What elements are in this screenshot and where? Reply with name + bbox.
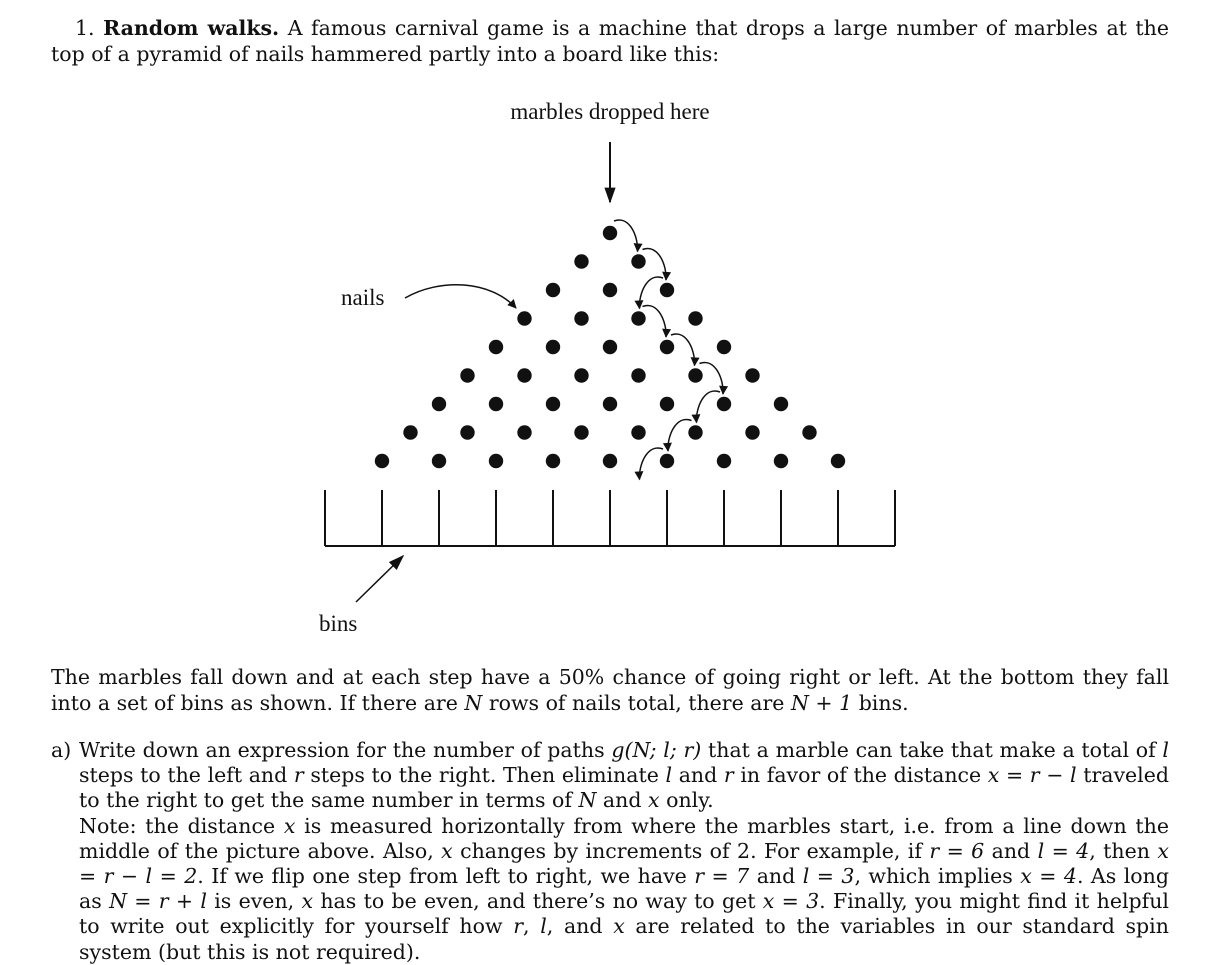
note-text: , xyxy=(523,914,530,939)
paragraph-probability xyxy=(51,665,1169,716)
problem-title: Random walks. xyxy=(103,16,280,40)
note-math: N = r + l xyxy=(109,889,207,914)
p2-var-N: N xyxy=(464,690,483,715)
p2-text-2: rows of nails total, there are xyxy=(488,690,785,715)
marble-step-arrow xyxy=(700,363,724,394)
note-text: and xyxy=(991,838,1031,863)
p2-expr-N-plus-1: N + 1 xyxy=(790,690,853,715)
nail xyxy=(631,311,645,325)
note-math: l = 3 xyxy=(802,864,855,889)
qa-text: in favor of the distance xyxy=(740,763,982,788)
bins-pointer-arrow xyxy=(356,556,403,602)
nail xyxy=(717,340,731,354)
nail xyxy=(688,311,702,325)
qa-text: and xyxy=(602,788,642,813)
qa-text: and xyxy=(678,763,718,788)
nail xyxy=(546,454,560,468)
label-bins: bins xyxy=(319,611,358,636)
nail xyxy=(574,254,588,268)
nail xyxy=(631,425,645,439)
part-a-question xyxy=(79,738,1169,814)
note-math: x = r − l = 2 xyxy=(79,838,1169,889)
qa-text: traveled to the right to get the same number in terms of xyxy=(79,763,1169,813)
part-a xyxy=(51,738,1169,965)
nail xyxy=(460,368,474,382)
note-text: . As long as xyxy=(79,864,1169,914)
nail xyxy=(603,454,617,468)
nail xyxy=(688,425,702,439)
bins-frame xyxy=(325,490,895,546)
nail xyxy=(603,283,617,297)
label-marbles-dropped: marbles dropped here xyxy=(510,99,710,124)
nail xyxy=(774,454,788,468)
note-text: Note: the distance xyxy=(79,813,276,838)
nail xyxy=(660,340,674,354)
marble-step-arrow xyxy=(643,306,667,337)
qa-math: g(N; l; r) xyxy=(611,738,702,762)
nail xyxy=(802,425,816,439)
nail xyxy=(660,283,674,297)
marble-step-arrow xyxy=(643,249,667,280)
nail xyxy=(717,397,731,411)
marble-step-arrow xyxy=(614,220,638,251)
qa-math: x xyxy=(648,788,660,813)
nail xyxy=(631,368,645,382)
qa-math: r xyxy=(293,763,304,788)
nail xyxy=(375,454,389,468)
nail xyxy=(745,368,759,382)
nail xyxy=(489,340,503,354)
nail xyxy=(660,397,674,411)
note-text: has to be even, and there’s no way to get xyxy=(320,889,756,914)
note-math: x = 3 xyxy=(762,889,820,914)
qa-math: N xyxy=(578,788,597,813)
nail xyxy=(403,425,417,439)
intro-text: A famous carnival game is a machine that drops a large number of marbles at the top of a pyramid of nails hammered partly into a board like this: xyxy=(51,16,1169,66)
note-text: , which implies xyxy=(854,864,1013,889)
nail xyxy=(603,226,617,240)
nail xyxy=(517,425,531,439)
nail xyxy=(603,340,617,354)
p2-text-1: The marbles fall down and at each step have a 50% chance of going right or left. At the bottom they fall into a set of bins as shown. If there are xyxy=(51,665,1169,715)
qa-math: l xyxy=(1162,738,1169,762)
qa-text: only. xyxy=(666,788,714,813)
note-math: x xyxy=(283,813,296,838)
note-math: x xyxy=(613,914,625,939)
qa-text: steps to the left and xyxy=(79,763,288,788)
qa-text: that a marble can take that make a total of xyxy=(708,738,1156,762)
qa-math: l xyxy=(665,763,673,788)
note-text: , and xyxy=(546,914,603,939)
note-math: x = 4 xyxy=(1020,864,1077,889)
nail xyxy=(517,368,531,382)
note-text: and xyxy=(756,864,796,889)
note-text: is measured horizontally from where the marbles start, i.e. from a line down the middle of the picture above. Also, xyxy=(79,813,1169,863)
nail xyxy=(631,254,645,268)
nail xyxy=(688,368,702,382)
note-text: . If we flip one step from left to right, we have xyxy=(197,864,687,889)
part-a-label: a) xyxy=(51,738,72,762)
nail xyxy=(460,425,474,439)
note-math: r = 6 xyxy=(929,838,985,863)
part-a-note xyxy=(79,814,1169,965)
label-nails: nails xyxy=(341,285,385,310)
qa-math: x = r − l xyxy=(987,763,1077,788)
note-math: l xyxy=(540,914,547,939)
note-text: , then xyxy=(1089,838,1150,863)
note-text: changes by increments of 2. For example, if xyxy=(460,838,922,863)
qa-math: r xyxy=(723,763,734,788)
nail xyxy=(660,454,674,468)
nail xyxy=(774,397,788,411)
nail xyxy=(546,340,560,354)
note-math: l = 4 xyxy=(1037,838,1090,863)
note-math: x xyxy=(301,889,314,914)
nail xyxy=(717,454,731,468)
part-a-body xyxy=(79,738,1169,965)
nail xyxy=(574,311,588,325)
note-math: x xyxy=(441,838,453,863)
note-math: r xyxy=(513,914,524,939)
nail xyxy=(432,397,446,411)
qa-text: Write down an expression for the number of paths xyxy=(79,738,605,762)
nails-pointer-arrow xyxy=(405,285,516,308)
nail xyxy=(831,454,845,468)
nail xyxy=(574,425,588,439)
marble-step-arrow xyxy=(639,448,663,479)
note-text: is even, xyxy=(214,889,295,914)
marble-step-arrow xyxy=(671,334,695,365)
note-math: r = 7 xyxy=(694,864,750,889)
nail xyxy=(432,454,446,468)
nail xyxy=(574,368,588,382)
marble-step-arrow xyxy=(668,420,692,451)
p2-text-3: bins. xyxy=(858,690,909,715)
nail xyxy=(489,397,503,411)
nail xyxy=(603,397,617,411)
marble-step-arrow xyxy=(696,391,720,422)
nail-pyramid xyxy=(375,226,845,468)
note-text: . Finally, you might find it helpful to write out explicitly for yourself how xyxy=(79,889,1169,939)
problem-number: 1. xyxy=(75,16,95,40)
nail xyxy=(546,283,560,297)
nail xyxy=(517,311,531,325)
qa-text: steps to the right. Then eliminate xyxy=(310,763,659,788)
nail xyxy=(489,454,503,468)
note-text: are related to the variables in our standard spin system (but this is not required). xyxy=(79,914,1169,964)
marble-step-arrow xyxy=(639,277,663,308)
nail xyxy=(546,397,560,411)
nail xyxy=(745,425,759,439)
